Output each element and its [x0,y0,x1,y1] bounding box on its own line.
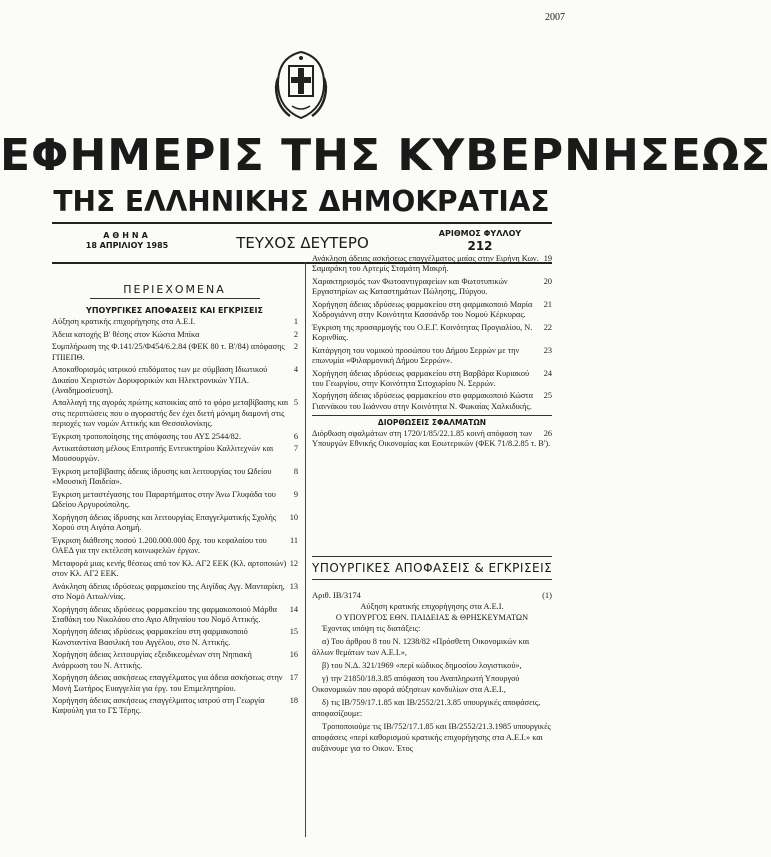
contents-title: ΠΕΡΙΕΧΟΜΕΝΑ [123,283,226,296]
entry-text: Αύξηση κρατικής επιχορήγησης στα Α.Ε.Ι. [52,317,196,326]
decision-number: Αριθ. ΙΒ/3174 [312,590,361,600]
contents-entry [312,254,552,274]
contents-entry [312,300,552,320]
entry-text: Χορήγηση άδειας ιδρύσεως φαρμακείου στο φαρμακοποιό Κώστα Γιαννάκου του Ιωάννου στην Κοινότητα Ν. Φωκαίας Χαλκιδικής. [312,391,533,411]
contents-entry [52,582,298,602]
decision-item: β) του Ν.Δ. 321/1969 «περί κώδικος δημοσίου λογιστικού», [322,661,522,670]
entry-page-number: 26 [543,428,552,438]
city-label: ΑΘΗΝΑ [103,231,151,240]
entry-page-number: 6 [293,431,298,441]
contents-entry [52,398,298,429]
entry-text: Έγκριση μεταστέγασης του Παραρτήματος στην Άνω Γλυφάδα του Ωδείου Αργυρούπολης. [52,490,276,510]
entry-text: Χορήγηση άδειας ίδρυσης και λειτουργίας Επαγγελματικής Σχολής Χορού στη Αιγάτα Ασημή. [52,512,277,533]
contents-entry [312,429,552,449]
contents-entry [52,513,298,533]
page-number: 2007 [545,12,565,23]
contents-title-underline [90,298,260,299]
decisions-bottom-rule [312,579,552,580]
issue-series: ΤΕΥΧΟΣ ΔΕΥΤΕΡΟ [236,234,369,252]
entry-page-number: 19 [543,254,552,263]
entry-page-number: 10 [289,512,298,522]
entry-page-number: 15 [289,627,298,637]
entry-text: Μεταφορά μιας κενής θέσεως από τον Κλ. ΑΓ2 ΕΕΚ (Κλ. αρτοποιών) στον Κλ. ΑΓ2 ΕΕΚ. [52,558,287,578]
contents-entry [52,605,298,625]
entry-text: Άδεια κατοχής Β' θέσης στον Κώστα Μπίκα [52,329,200,339]
entry-text: Χορήγηση άδειας ιδρύσεως φαρμακείου στη Βαρβάρα Κυριακού του Γεωργίου, στην Κοινότητα Σιτοχωρίου Ν. Σερρών. [312,368,530,388]
contents-entry [52,467,298,487]
decisions-top-rule [312,556,552,557]
entry-page-number: 20 [543,276,552,286]
contents-entry [52,650,298,670]
corrections-heading: ΔΙΟΡΘΩΣΕΙΣ ΣΦΑΛΜΑΤΩΝ [312,415,552,427]
sheet-number-label: ΑΡΙΘΜΟΣ ΦΥΛΛΟΥ [438,229,522,238]
decision-body [312,590,552,756]
decision-minister: Ο ΥΠΟΥΡΓΟΣ ΕΘΝ. ΠΑΙΔΕΙΑΣ & ΘΡΗΣΚΕΥΜΑΤΩΝ [335,613,529,622]
contents-entry [52,444,298,464]
entry-text: Χαρακτηρισμός των Φωτοαντιγραφείων και Φωτοτυπικών Εργαστηρίων ως Καταστημάτων Πώλησης, Πύργου. [312,276,508,297]
decision-items [312,636,552,754]
entry-text: Έγκριση τροποποίησης της απόφασης του ΑΥΣ 2544/82. [52,431,242,441]
decision-item: α) Του άρθρου 8 του Ν. 1238/82 «Πρόσθετη Οικονομικών και άλλων θεμάτων των Α.Ε.Ι.», [312,637,530,657]
decision-index: (1) [542,590,552,600]
entry-page-number: 7 [293,444,298,454]
contents-entry [52,330,298,340]
entry-page-number: 8 [293,467,298,477]
column-divider [305,262,306,837]
decision-item: Τροποποιούμε τις ΙΒ/752/17.1.85 και ΙΒ/2552/21.3.1985 υπουργικές αποφάσεις «περί καθορισμού κρατικής επιχορήγησης στα Α.Ε.Ι.» και αυξάνουμε για το Οικον. Έτος [312,722,551,753]
contents-entry [52,490,298,510]
contents-entry [312,277,552,297]
entry-text: Απαλλαγή της αγοράς πρώτης κατοικίας από το φόρο μεταβίβασης και στις περιπτώσεις που ο αγοραστής δεν έχει διετή μόνιμη διαμονή στις περιοχές των νομών Αττικής και Θεσσαλονίκης. [52,398,289,428]
entry-text: Χορήγηση άδειας ιδρύσεως φαρμακείου στη φαρμακοποιό Μαρία Χοδρογιάννη στην Κοινότητα Κασσάνδρ του Νομού Κέρκυρας. [312,299,533,320]
contents-right-column [312,254,552,452]
contents-entry [312,391,552,411]
entry-text: Χορήγηση άδειας ασκήσεως επαγγέλματος για άδεια ασκήσεως στην Μονή Σωτήρος Ευαγγελία για έργ. του Επιμελητηρίου. [52,673,283,693]
entry-text: Αντικατάσταση μέλους Επιτροπής Εντευκτηρίου Καλλιτεχνών και Μουσουργών. [52,444,274,464]
gazette-title: ΕΦΗΜΕΡΙΣ ΤΗΣ ΚΥΒΕΡΝΗΣΕΩΣ [0,130,771,181]
contents-entry [52,673,298,693]
section-heading: ΥΠΟΥΡΓΙΚΕΣ ΑΠΟΦΑΣΕΙΣ ΚΑΙ ΕΓΚΡΙΣΕΙΣ [86,306,263,315]
entry-text: Έγκριση διάθεσης ποσού 1.200.000.000 δρχ. του κεφαλαίου του ΟΑΕΔ για την εκτέλεση κοινωφελών έργων. [52,535,267,556]
gazette-subtitle: ΤΗΣ ΕΛΛΗΝΙΚΗΣ ΔΗΜΟΚΡΑΤΙΑΣ [53,185,550,218]
issue-date: 18 ΑΠΡΙΛΙΟΥ 1985 [85,241,169,250]
coat-of-arms-emblem [272,48,330,122]
contents-entry [312,369,552,389]
sheet-number: 212 [467,239,493,253]
entry-page-number: 2 [293,329,298,339]
entry-text: Διόρθωση σφαλμάτων στη 1720/1/85/22.1.85 κοινή απόφαση των Υπουργών Εθνικής Οικονομίας και Εσωτερικών (ΦΕΚ 71/8.2.85 τ. Β'). [312,428,551,449]
entry-page-number: 23 [543,345,552,355]
entry-page-number: 21 [543,299,552,309]
decision-subject: Αύξηση κρατικής επιχορήγησης στα Α.Ε.Ι. [360,602,504,611]
decision-item: δ) τις ΙΒ/759/17.1.85 και ΙΒ/2552/21.3.85 υπουργικές αποφάσεις, αποφασίζουμε: [312,698,541,718]
entry-page-number: 2 [293,342,298,352]
contents-entry [52,317,298,327]
entry-page-number: 16 [289,650,298,660]
contents-entry [52,432,298,442]
entry-page-number: 18 [289,696,298,706]
issue-date-block [52,231,202,251]
entry-text: Χορήγηση άδειας λειτουργίας εξειδικευμένων στη Νηπιακή Ανάρρωση του Ν. Αττικής. [52,650,252,670]
decision-item: γ) την 21850/18.3.85 απόφαση του Αναπληρωτή Υπουργού Οικονομικών που αφορά αύξησεων κονδυλίων στα Α.Ε.Ι., [312,674,520,694]
contents-entry [52,696,298,716]
masthead-top-rule [52,222,552,224]
entry-page-number: 17 [289,673,298,683]
contents-entry [312,323,552,343]
contents-entry [52,559,298,579]
entry-text: Αποκαθορισμός ιατρικού επιδόματος των με σύμβαση Ιδιωτικού Δικαίου Χειριστών Δορυφορικών και Ηλεκτρονικών ΥΠΑ. (Αναδημοσίευση). [52,365,268,395]
entry-text: Κατάργηση του νομικού προσώπου του Δήμου Σερρών με την επωνυμία «Φιλαρμονική Δήμου Σερρών». [312,345,520,365]
entry-page-number: 24 [543,368,552,378]
entry-page-number: 1 [293,317,298,326]
contents-left-column [52,317,298,719]
entry-text: Έγκριση μεταβίβασης άδειας ίδρυσης και λειτουργίας του Ωδείου «Μουσική Παιδεία». [52,467,272,487]
entry-text: Ανάκληση άδειας ιδρύσεως φαρμακείου της Αιγίδας Αγγ. Μανταρίκη, στο Νομό Αιτωλ/νίας. [52,581,285,601]
contents-entry [52,627,298,647]
contents-entry [52,365,298,396]
contents-entry [312,346,552,366]
entry-text: Χορήγηση άδειας ιδρύσεως φαρμακείου της φαρμακοποιού Μάρθα Σταθάκη του Νικολάου στο Αγιο Αθηναίου του Νομό Αττικής. [52,604,277,624]
entry-text: Ανάκληση άδειας ασκήσεως επαγγέλματος μαίας στην Ειρήνη Κων. Σαμαράκη του Αρτεμίς Σταμάτη Μακρή. [312,254,539,274]
entry-text: Χορήγηση άδειας ασκήσεως επαγγέλματος ιατρού στη Γεωργία Καψούλη για το ΓΣ Τέρης. [52,696,265,716]
entry-text: Χορήγηση άδειας ιδρύσεως φαρμακείου στη φαρμακοποιό Κωνσταντίνα Βασιλική του Αγγέλου, στο Ν. Αττικής. [52,627,248,647]
entry-page-number: 25 [543,391,552,401]
sheet-number-block [405,228,555,253]
entry-page-number: 22 [543,322,552,332]
contents-entry [52,342,298,362]
entry-page-number: 13 [289,581,298,591]
entry-page-number: 4 [293,365,298,375]
contents-entry [52,536,298,556]
decisions-title: ΥΠΟΥΡΓΙΚΕΣ ΑΠΟΦΑΣΕΙΣ & ΕΓΚΡΙΣΕΙΣ [312,561,553,575]
entry-page-number: 14 [289,604,298,614]
entry-page-number: 5 [293,398,298,408]
decision-preamble: Έχοντας υπόψη τις διατάξεις: [322,624,421,633]
entry-page-number: 9 [293,490,298,500]
entry-page-number: 11 [290,535,298,545]
entry-text: Συμπλήρωση της Φ.141/25/Φ454/6.2.84 (ΦΕΚ 80 τ. Β'/84) απόφασης ΓΠΙΕΠΘ. [52,342,285,362]
entry-text: Έγκριση της προσαρμογής του Ο.Ε.Γ. Κοινότητας Προγιαλίου, Ν. Κορινθίας. [312,322,533,342]
entry-page-number: 12 [289,558,298,568]
